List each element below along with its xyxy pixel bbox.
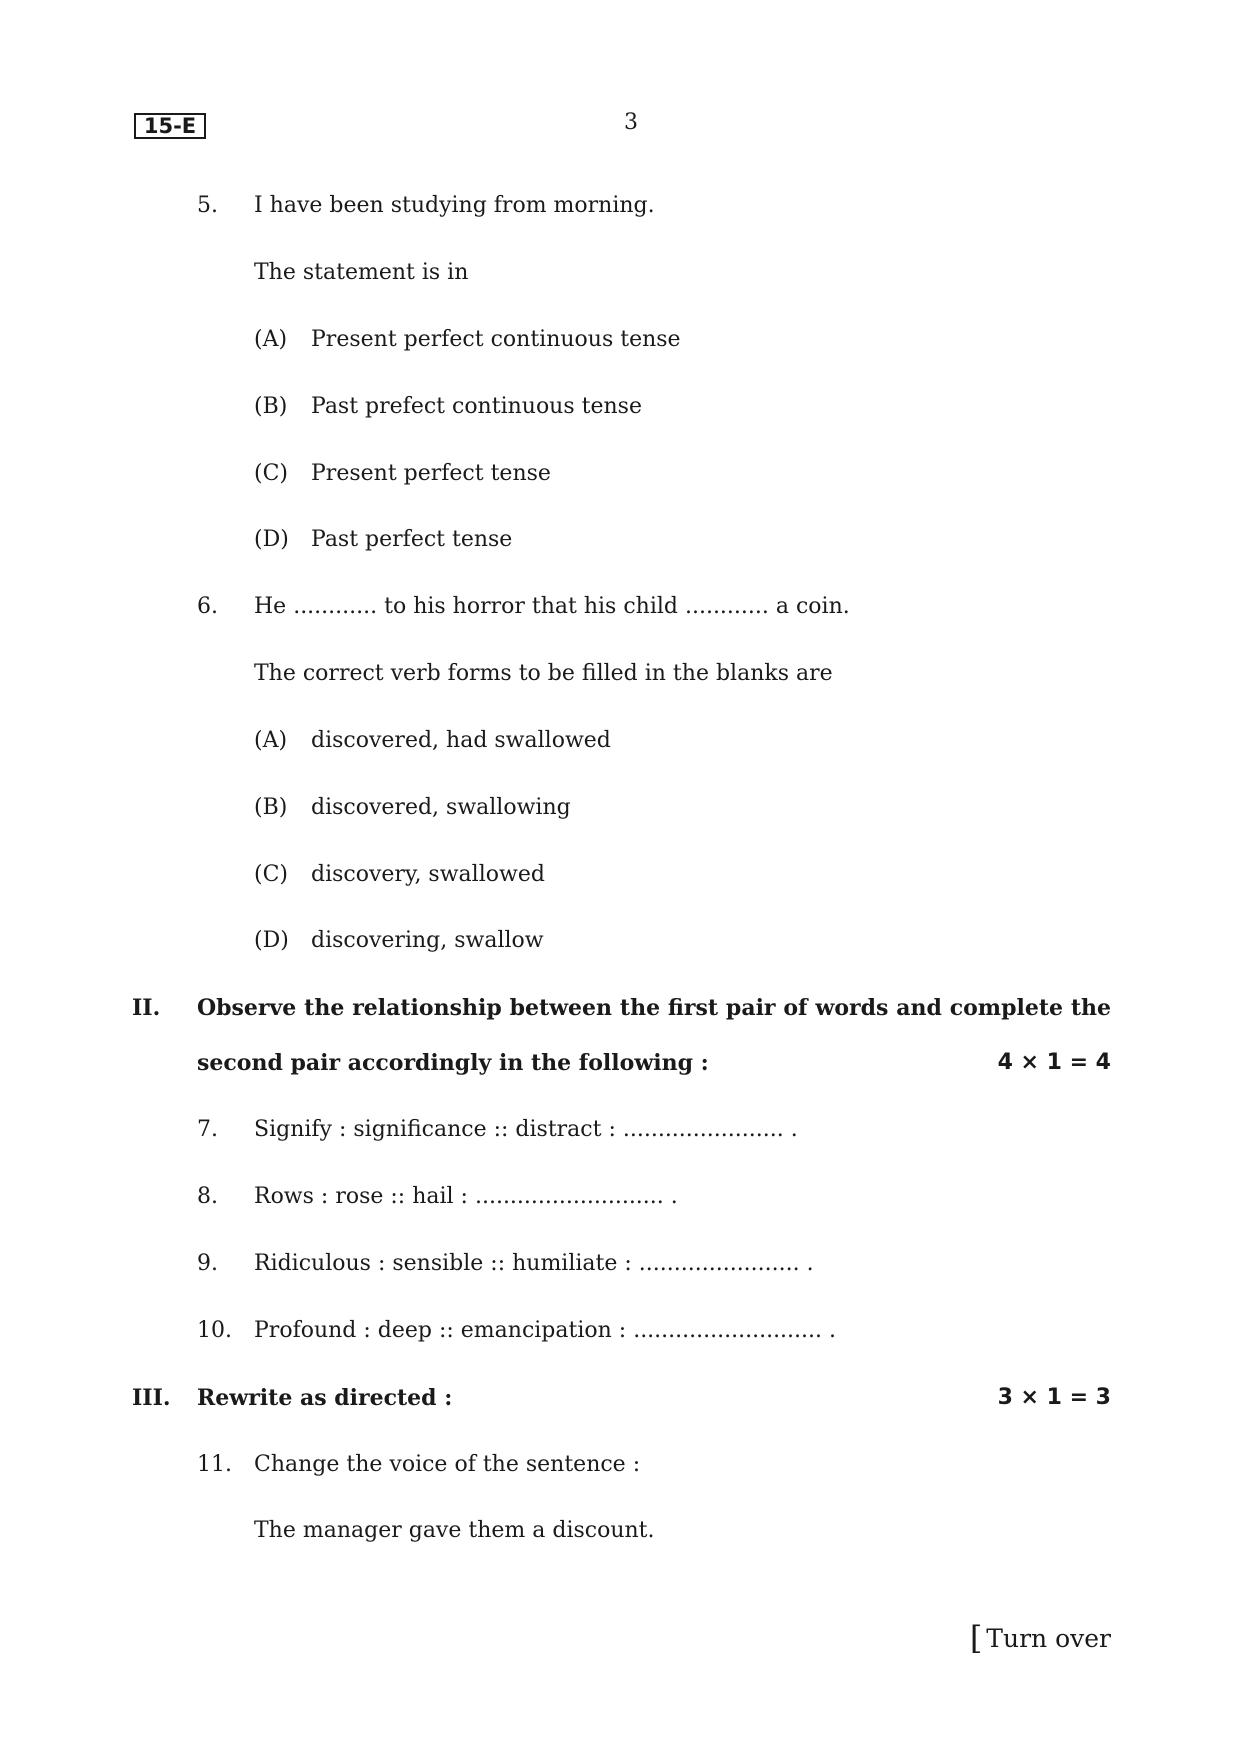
question-6-prompt: The correct verb forms to be filled in the blanks are (254, 661, 833, 686)
question-8-text: Rows : rose :: hail : ........................... . (254, 1184, 678, 1209)
q6-option-a-text: discovered, had swallowed (311, 728, 611, 753)
q5-option-a-text: Present perfect continuous tense (311, 327, 681, 352)
question-7-number: 7. (197, 1117, 218, 1142)
question-6-number: 6. (197, 594, 218, 619)
question-6-text: He ............ to his horror that his child ............ a coin. (254, 594, 850, 619)
page-number: 3 (624, 110, 638, 135)
q6-option-c-text: discovery, swallowed (311, 862, 545, 887)
turn-over-text: Turn over (986, 1624, 1111, 1653)
section-3-marks: 3 × 1 = 3 (997, 1385, 1111, 1410)
question-11-sentence: The manager gave them a discount. (254, 1518, 655, 1543)
question-11-number: 11. (197, 1452, 232, 1477)
q6-option-d-label: (D) (254, 928, 289, 953)
question-7-text: Signify : significance :: distract : ....................... . (254, 1117, 798, 1142)
q5-option-d-label: (D) (254, 527, 289, 552)
question-8-number: 8. (197, 1184, 218, 1209)
q6-option-d-text: discovering, swallow (311, 928, 544, 953)
section-2-number: II. (132, 995, 161, 1021)
q5-option-b-label: (B) (254, 394, 288, 419)
question-9-number: 9. (197, 1251, 218, 1276)
question-5-prompt: The statement is in (254, 260, 469, 285)
section-3-number: III. (132, 1385, 171, 1411)
q5-option-d-text: Past perfect tense (311, 527, 513, 552)
turn-over-note (969, 1619, 1111, 1657)
question-5-number: 5. (197, 193, 218, 218)
turn-over-bracket: [ (969, 1619, 983, 1657)
paper-code-box: 15-E (134, 113, 206, 139)
section-2-instruction-line1: Observe the relationship between the first pair of words and complete the (197, 995, 1111, 1021)
question-9-text: Ridiculous : sensible :: humiliate : ....................... . (254, 1251, 814, 1276)
question-10-number: 10. (197, 1318, 232, 1343)
section-2-instruction-line2: second pair accordingly in the following : (197, 1050, 709, 1076)
q5-option-b-text: Past prefect continuous tense (311, 394, 642, 419)
section-2-marks: 4 × 1 = 4 (997, 1050, 1111, 1075)
question-10-text: Profound : deep :: emancipation : ........................... . (254, 1318, 837, 1343)
section-3-title: Rewrite as directed : (197, 1385, 453, 1411)
question-5-text: I have been studying from morning. (254, 193, 655, 218)
q5-option-a-label: (A) (254, 327, 288, 352)
q5-option-c-text: Present perfect tense (311, 461, 551, 486)
question-11-text: Change the voice of the sentence : (254, 1452, 641, 1477)
q6-option-a-label: (A) (254, 728, 288, 753)
q6-option-c-label: (C) (254, 862, 288, 887)
q6-option-b-label: (B) (254, 795, 288, 820)
q6-option-b-text: discovered, swallowing (311, 795, 571, 820)
q5-option-c-label: (C) (254, 461, 288, 486)
